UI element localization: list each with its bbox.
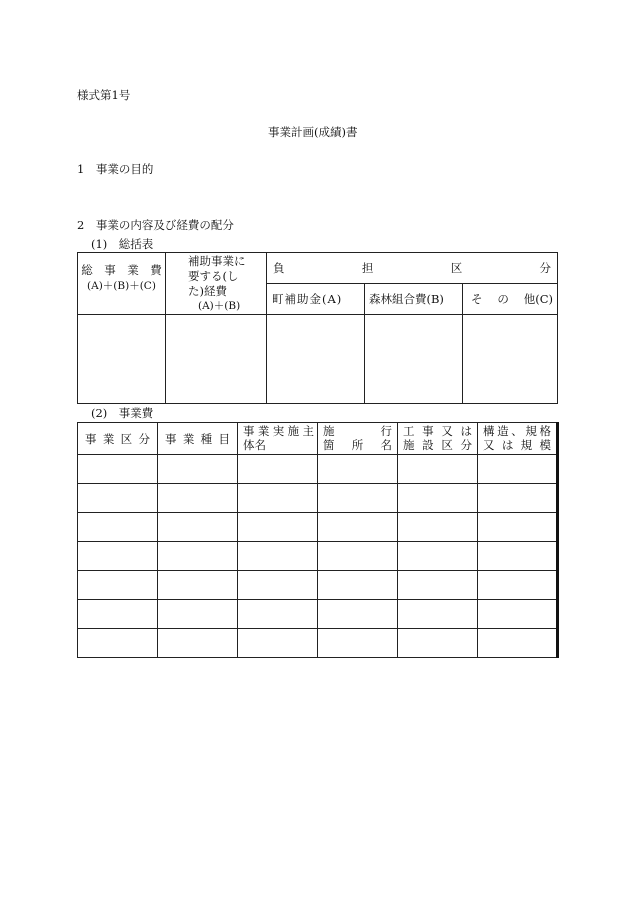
- structure-scale-cell[interactable]: [478, 484, 558, 513]
- project-category-cell[interactable]: [78, 542, 158, 571]
- project-type-cell[interactable]: [158, 455, 238, 484]
- implementing-body-cell[interactable]: [238, 455, 318, 484]
- work-facility-category-cell[interactable]: [398, 542, 478, 571]
- work-facility-category-cell[interactable]: [398, 484, 478, 513]
- implementing-body-cell[interactable]: [238, 513, 318, 542]
- construction-site-cell[interactable]: [318, 513, 398, 542]
- structure-scale-cell[interactable]: [478, 571, 558, 600]
- project-category-cell[interactable]: [78, 455, 158, 484]
- header-structure-scale: 構 造 、 規 格 又 は 規 模: [478, 423, 558, 455]
- project-cost-table: [77, 422, 559, 658]
- structure-scale-cell[interactable]: [478, 513, 558, 542]
- work-facility-category-cell[interactable]: [398, 629, 478, 658]
- project-category-cell[interactable]: [78, 600, 158, 629]
- table-row: [78, 629, 558, 658]
- structure-scale-cell[interactable]: [478, 600, 558, 629]
- total-cost-header: 総 事 業 費 (A)＋(B)＋(C): [78, 253, 166, 315]
- header-implementing-body: 事 業 実 施 主 体名: [238, 423, 318, 455]
- project-type-cell[interactable]: [158, 600, 238, 629]
- table-row: [78, 542, 558, 571]
- subsidy-cost-header: 補助事業に 要する(し た)経費 (A)＋(B): [166, 253, 267, 315]
- implementing-body-cell[interactable]: [238, 629, 318, 658]
- table-row: [78, 484, 558, 513]
- project-category-cell[interactable]: [78, 629, 158, 658]
- project-category-cell[interactable]: [78, 571, 158, 600]
- implementing-body-cell[interactable]: [238, 571, 318, 600]
- implementing-body-cell[interactable]: [238, 542, 318, 571]
- construction-site-cell[interactable]: [318, 600, 398, 629]
- construction-site-cell[interactable]: [318, 571, 398, 600]
- table-row: [78, 600, 558, 629]
- header-construction-site: 施 行 箇 所 名: [318, 423, 398, 455]
- subsidy-cost-cell[interactable]: [166, 315, 267, 404]
- implementing-body-cell[interactable]: [238, 484, 318, 513]
- section2-heading: 2 事業の内容及び経費の配分: [77, 218, 234, 232]
- project-cost-label: (2) 事業費: [91, 406, 154, 420]
- work-facility-category-cell[interactable]: [398, 513, 478, 542]
- other-header: そ の 他(C): [463, 284, 558, 315]
- construction-site-cell[interactable]: [318, 455, 398, 484]
- work-facility-category-cell[interactable]: [398, 571, 478, 600]
- table-row: [78, 455, 558, 484]
- structure-scale-cell[interactable]: [478, 629, 558, 658]
- forest-union-header: 森林組合費(B): [365, 284, 463, 315]
- table-row: [78, 513, 558, 542]
- document-title: 事業計画(成績)書: [268, 125, 358, 139]
- section1-heading: 1 事業の目的: [77, 162, 154, 176]
- work-facility-category-cell[interactable]: [398, 455, 478, 484]
- header-work-facility-category: 工 事 又 は 施 設 区 分: [398, 423, 478, 455]
- form-number: 様式第1号: [77, 88, 131, 102]
- project-type-cell[interactable]: [158, 513, 238, 542]
- project-type-cell[interactable]: [158, 484, 238, 513]
- burden-header: 負 担 区 分: [267, 253, 558, 284]
- project-category-cell[interactable]: [78, 513, 158, 542]
- construction-site-cell[interactable]: [318, 629, 398, 658]
- project-type-cell[interactable]: [158, 571, 238, 600]
- work-facility-category-cell[interactable]: [398, 600, 478, 629]
- town-subsidy-header: 町補助金(A): [267, 284, 365, 315]
- summary-table-label: (1) 総括表: [91, 237, 154, 251]
- structure-scale-cell[interactable]: [478, 455, 558, 484]
- implementing-body-cell[interactable]: [238, 600, 318, 629]
- project-type-cell[interactable]: [158, 542, 238, 571]
- construction-site-cell[interactable]: [318, 484, 398, 513]
- forest-union-cell[interactable]: [365, 315, 463, 404]
- project-category-cell[interactable]: [78, 484, 158, 513]
- town-subsidy-cell[interactable]: [267, 315, 365, 404]
- header-project-type: 事 業 種 目: [158, 423, 238, 455]
- table-row: [78, 571, 558, 600]
- structure-scale-cell[interactable]: [478, 542, 558, 571]
- summary-table: [77, 252, 558, 404]
- other-cell[interactable]: [463, 315, 558, 404]
- header-project-category: 事 業 区 分: [78, 423, 158, 455]
- project-type-cell[interactable]: [158, 629, 238, 658]
- total-cost-cell[interactable]: [78, 315, 166, 404]
- construction-site-cell[interactable]: [318, 542, 398, 571]
